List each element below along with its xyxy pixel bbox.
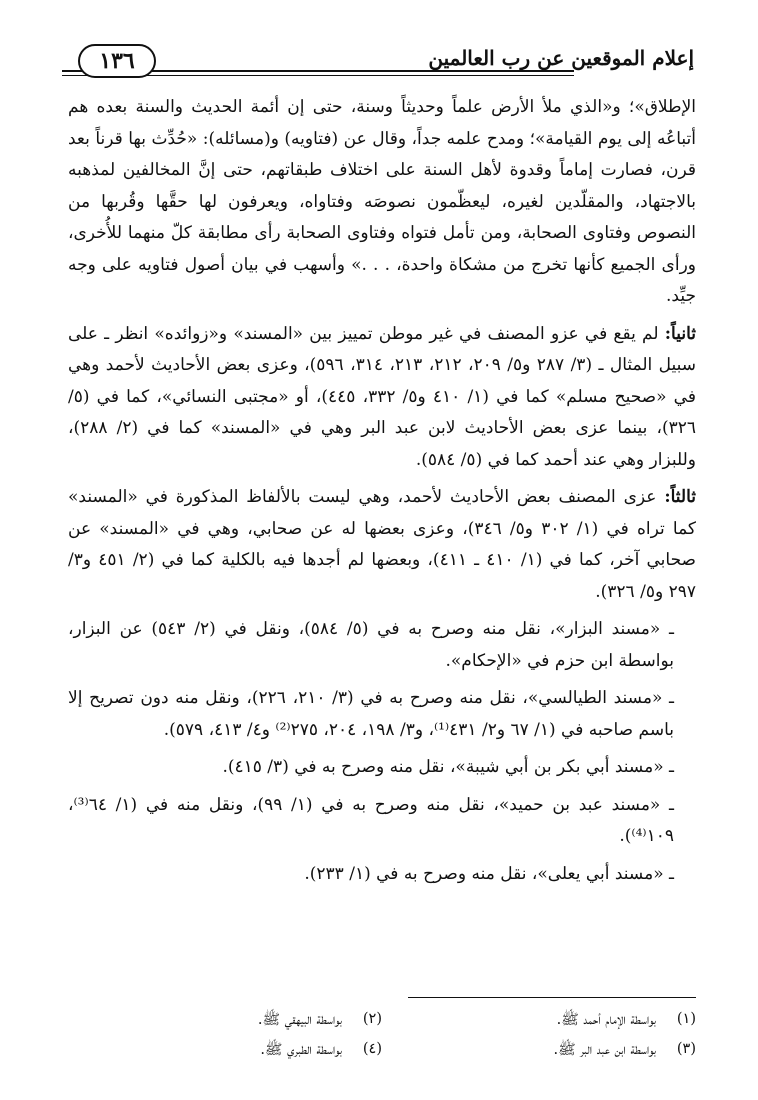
footnote-1 [382, 1011, 696, 1032]
footnote-text: بواسطة البيهقي ﷺ. [257, 1011, 342, 1028]
footnote-number: (٣) [676, 1040, 696, 1057]
footnotes [68, 1006, 696, 1066]
paragraph-3-text: عزى المصنف بعض الأحاديث لأحمد، وهي ليست بالألفاظ المذكورة في «المسند» كما تراه في (١/ ٣٠٢ و٥/ ٣٤٦)، وعزى بعضها له عن صحابي، وهي في «المسند» عن صحابي آخر، كما في (١/ ٤١٠ ـ ٤١١)، وبعضها لم أجدها فيه بالكلية كما في (٢/ ٤٥١ و٣/ ٢٩٧ و٥/ ٣٢٦). [68, 487, 696, 602]
paragraph-3 [68, 482, 696, 608]
paragraph-4: ـ «مسند البزار»، نقل منه وصرح به في (٥/ ٥٨٤)، ونقل في (٢/ ٥٤٣) عن البزار، بواسطة ابن حزم في «الإحكام». [68, 619, 675, 671]
footnote-2 [68, 1011, 382, 1032]
footnote-divider [408, 997, 696, 998]
paragraph-1: الإطلاق»؛ و«الذي ملأ الأرض علماً وحديثاً وسنة، حتى إن أئمة الحديث والسنة بعده هم أتباعُه إلى يوم القيامة»؛ ومدح علمه جداً، وقال عن (فتاويه) و(مسائله): «حُدِّث بها قرناً بعد قرن، فصارت إماماً وقدوة لأهل السنة على اختلاف طبقاتهم، حتى إنَّ المخالفين لمذهبه بالاجتهاد، والمقلّدين لغيره، ليعظّمون نصوصَه وفتاواه، ويعرفون لها حقَّها وقُربها من النصوص وفتاوى الصحابة، ومن تأمل فتواه وفتاوى الصحابة رأى مطابقة كلّ منهما للأُخرى، ورأى الجميع كأنها تخرج من مشكاة واحدة، . . .» وأسهب في بيان أصول فتاويه على وجه جيِّد. [68, 97, 696, 306]
paragraph-6: ـ «مسند أبي بكر بن أبي شيبة»، نقل منه وصرح به في (٣/ ٤١٥). [222, 757, 674, 777]
footnote-number: (١) [676, 1010, 696, 1027]
page-number: ١٣٦ [78, 44, 156, 78]
paragraph-2-lead: ثانياً: [664, 323, 696, 344]
footnote-number: (٢) [362, 1010, 382, 1027]
book-title: إعلام الموقعين عن رب العالمين [428, 46, 694, 70]
main-text [68, 92, 696, 896]
footnote-row [68, 1036, 696, 1066]
footnote-3 [382, 1041, 696, 1062]
paragraph-2 [68, 319, 696, 477]
page-header [62, 42, 694, 92]
paragraph-8: ـ «مسند أبي يعلى»، نقل منه وصرح به في (١/ ٢٣٣). [304, 863, 674, 884]
footnote-number: (٤) [362, 1040, 382, 1057]
footnote-text: بواسطة الطبري ﷺ. [260, 1041, 342, 1058]
paragraph-2-text: لم يقع في عزو المصنف في غير موطن تمييز بين «المسند» و«زوائده» انظر ـ على سبيل المثال ـ (٣/ ٢٨٧ و٥/ ٢٠٩، ٢١٢، ٢١٣، ٣١٤، ٥٩٦)، وعزى بعض الأحاديث لأحمد وهي في «صحيح مسلم» كما في (١/ ٤١٠ و٥/ ٣٣٢، ٤٤٥)، أو «مجتبى النسائي»، كما في (٥/ ٣٢٦)، بينما عزى بعض الأحاديث لابن عبد البر وهي في «المسند» كما في (٢/ ٢٨٨)، وللبزار وهي عند أحمد كما في (٥/ ٥٨٤). [68, 323, 697, 470]
footnote-4 [68, 1041, 382, 1062]
footnote-text: بواسطة ابن عبد البر ﷺ. [553, 1041, 656, 1058]
paragraph-5: ـ «مسند الطيالسي»، نقل منه وصرح به في (٣/ ٢١٠، ٢٢٦)، ونقل منه دون تصريح إلا باسم صاحبه في (١/ ٦٧ و٢/ ٤٣١⁽¹⁾، و٣/ ١٩٨، ٢٠٤، ٢٧٥⁽²⁾ و٤/ ٤١٣، ٥٧٩). [68, 688, 675, 740]
footnote-row [68, 1006, 696, 1036]
footnote-text: بواسطة الإمام أحمد ﷺ. [556, 1011, 656, 1028]
paragraph-3-lead: ثالثاً: [664, 487, 696, 507]
paragraph-7: ـ «مسند عبد بن حميد»، نقل منه وصرح به في (١/ ٩٩)، ونقل منه في (١/ ٦٤⁽³⁾، ١٠٩⁽⁴⁾). [68, 794, 674, 846]
